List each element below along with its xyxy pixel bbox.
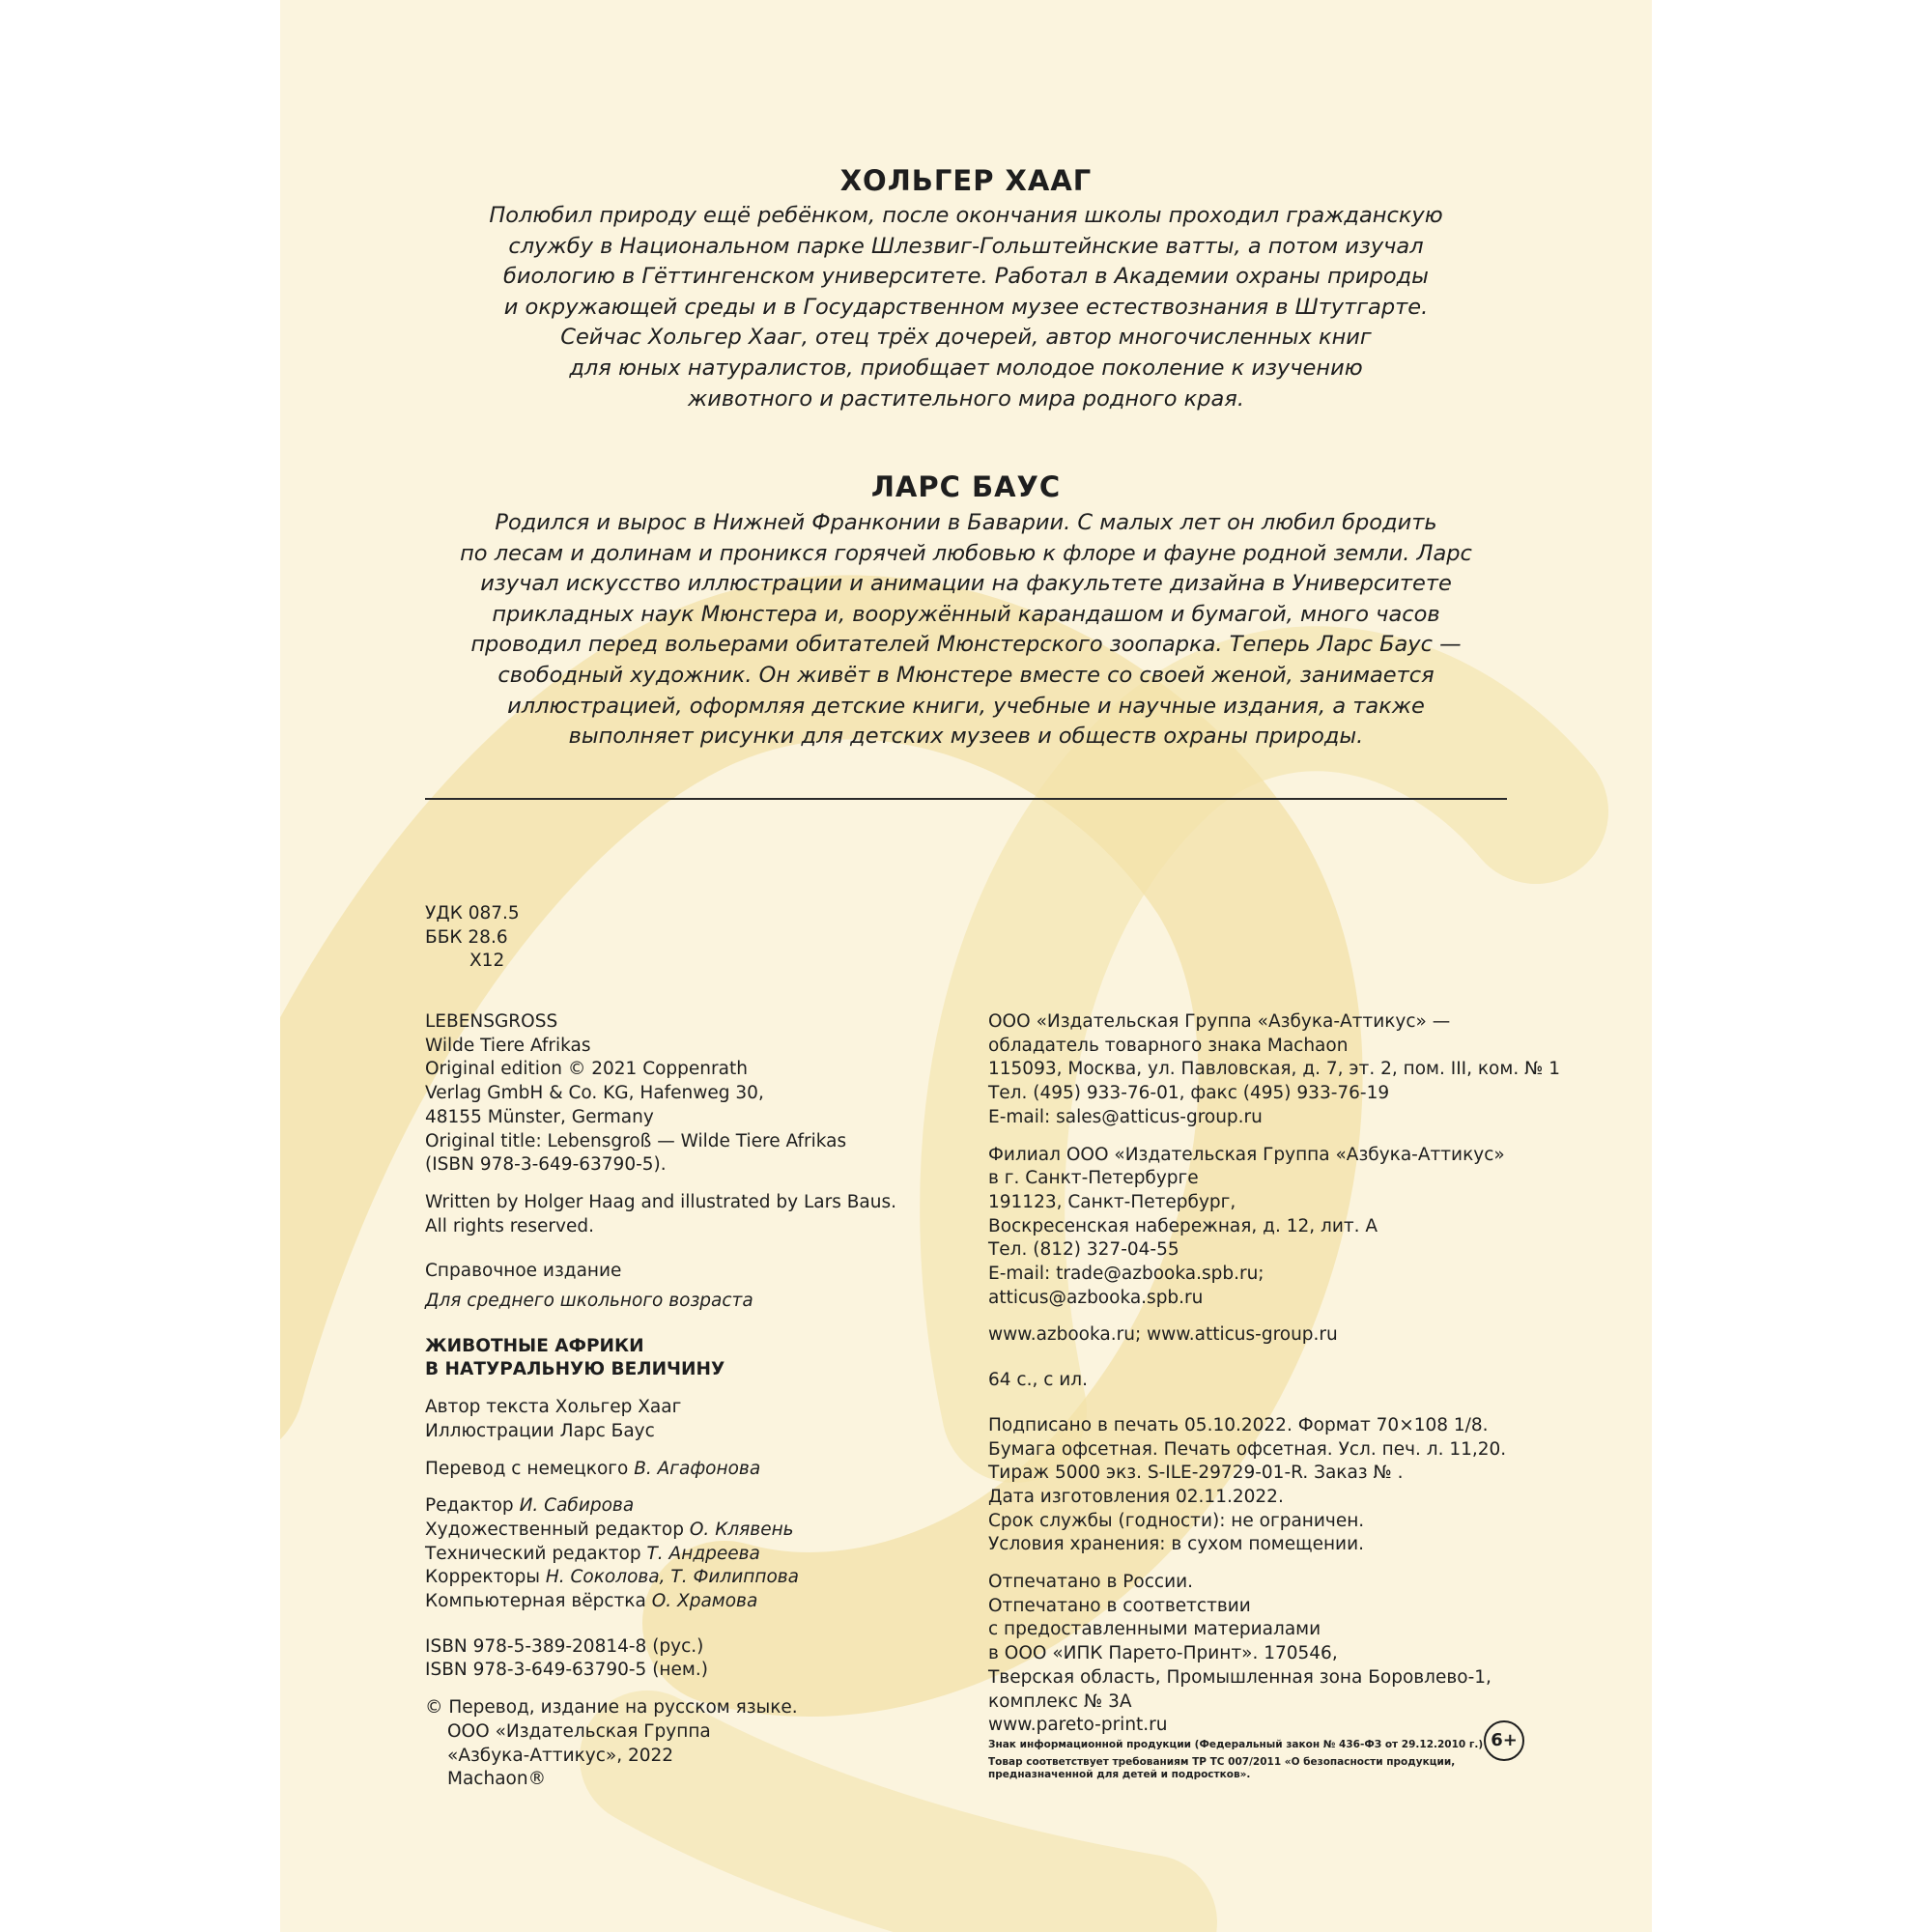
text-line: Бумага офсетная. Печать офсетная. Усл. печ. л. 11,20.	[988, 1438, 1507, 1460]
text-line: (ISBN 978-3-649-63790-5).	[425, 1154, 667, 1176]
bbk-code: ББК 28.6	[425, 926, 508, 948]
title-line: В НАТУРАЛЬНУЮ ВЕЛИЧИНУ	[425, 1359, 725, 1380]
text-line: в г. Санкт-Петербурге	[988, 1168, 1199, 1189]
bio-illustrator-text	[280, 508, 1652, 753]
text-line: Written by Holger Haag and illustrated by Lars Baus.	[425, 1191, 897, 1212]
text-line: Тел. (495) 933-76-01, факс (495) 933-76-19	[988, 1083, 1390, 1104]
publisher-block	[988, 1010, 1560, 1130]
text-line: Тверская область, Промышленная зона Боровлево-1,	[988, 1666, 1492, 1688]
branch-block	[988, 1144, 1529, 1311]
printer-block	[988, 1571, 1529, 1738]
text-line: в ООО «ИПК Парето-Принт». 170546,	[988, 1643, 1338, 1664]
bio-line: иллюстрацией, оформляя детские книги, учебные и научные издания, а также	[507, 693, 1425, 719]
text-line: LEBENSGROSS	[425, 1011, 558, 1032]
fine-line: предназначенной для детей и подростков».	[988, 1769, 1251, 1780]
translator-name: В. Агафонова	[634, 1458, 761, 1479]
bio-line: выполняет рисунки для детских музеев и обществ охраны природы.	[568, 724, 1364, 750]
original-edition-block	[425, 1010, 966, 1178]
bio-line: Сейчас Хольгер Хааг, отец трёх дочерей, автор многочисленных книг	[560, 325, 1372, 351]
bio-line: и окружающей среды и в Государственном музее естествознания в Штутгарте.	[503, 294, 1429, 320]
bio-line: Родился и вырос в Нижней Франконии в Баварии. С малых лет он любил бродить	[495, 510, 1437, 535]
staff-name: Н. Соколова, Т. Филиппова	[545, 1567, 799, 1588]
bio-illustrator-name: ЛАРС БАУС	[870, 470, 1062, 503]
staff-role: Компьютерная вёрстка	[425, 1591, 646, 1612]
copyright-line: ООО «Издательская Группа	[447, 1720, 711, 1742]
text-line: комплекс № 3А	[988, 1690, 1132, 1712]
bio-author-text	[280, 201, 1652, 414]
text-line: www.pareto-print.ru	[988, 1715, 1168, 1736]
illustrator-credit: Иллюстрации Ларс Баус	[425, 1420, 655, 1441]
text-line: обладатель товарного знака Machaon	[988, 1035, 1349, 1056]
bio-line: животного и растительного мира родного края.	[688, 385, 1244, 412]
text-line: Воскресенская набережная, д. 12, лит. А	[988, 1215, 1378, 1236]
fine-line: Товар соответствует требованиям ТР ТС 007/2011 «О безопасности продукции,	[988, 1755, 1456, 1768]
text-line: Дата изготовления 02.11.2022.	[988, 1486, 1284, 1507]
bio-author-name: ХОЛЬГЕР ХААГ	[839, 164, 1093, 197]
bio-line: свободный художник. Он живёт в Мюнстере вместе со своей женой, занимается	[497, 662, 1435, 688]
isbn-block	[425, 1635, 966, 1683]
isbn-line: ISBN 978-5-389-20814-8 (рус.)	[425, 1635, 704, 1657]
fine-print	[988, 1739, 1483, 1782]
bio-line: биологию в Гёттингенском университете. Работал в Академии охраны природы	[503, 264, 1429, 290]
staff-role: Технический редактор	[425, 1543, 641, 1564]
edition-type: Справочное издание	[425, 1261, 622, 1282]
staff-line	[425, 1590, 966, 1614]
text-line: Тираж 5000 экз. S-ILE-29729-01-R. Заказ № .	[988, 1463, 1404, 1484]
page-count: 64 с., с ил.	[988, 1370, 1089, 1391]
copyright-line: Machaon®	[447, 1769, 547, 1790]
text-line: Verlag GmbH & Co. KG, Hafenweg 30,	[425, 1083, 764, 1104]
text-line: Срок службы (годности): не ограничен.	[988, 1510, 1365, 1531]
udk-code: УДК 087.5	[425, 903, 520, 923]
translation-credit	[425, 1458, 966, 1482]
imprint-left-column	[425, 1010, 966, 1792]
bio-line: изучал искусство иллюстрации и анимации на факультете дизайна в Университете	[480, 571, 1452, 597]
translation-label: Перевод с немецкого	[425, 1458, 629, 1479]
text-line: 48155 Münster, Germany	[425, 1106, 654, 1127]
text-line: Филиал ООО «Издательская Группа «Азбука-Аттикус»	[988, 1144, 1505, 1165]
text-line: Тел. (812) 327-04-55	[988, 1239, 1179, 1261]
credits-block	[425, 1396, 966, 1443]
text-line: Условия хранения: в сухом помещении.	[988, 1534, 1364, 1555]
text-line: 191123, Санкт-Петербург,	[988, 1191, 1236, 1212]
book-page	[280, 0, 1652, 1932]
text-line: 115093, Москва, ул. Павловская, д. 7, эт. 2, пом. III, ком. № 1	[988, 1059, 1560, 1080]
divider-line	[425, 798, 1507, 800]
text-line: Original title: Lebensgroß — Wilde Tiere Afrikas	[425, 1130, 847, 1151]
author-credit: Автор текста Хольгер Хааг	[425, 1397, 682, 1418]
title-line: ЖИВОТНЫЕ АФРИКИ	[425, 1335, 644, 1356]
text-line: Original edition © 2021 Coppenrath	[425, 1059, 748, 1080]
text-line: Wilde Tiere Afrikas	[425, 1035, 591, 1056]
text-line: ООО «Издательская Группа «Азбука-Аттикус» —	[988, 1011, 1451, 1032]
staff-name: И. Сабирова	[519, 1495, 635, 1517]
staff-line	[425, 1494, 966, 1519]
staff-name: О. Храмова	[651, 1591, 758, 1612]
staff-role: Художественный редактор	[425, 1519, 684, 1540]
staff-line	[425, 1519, 966, 1543]
text-line: E-mail: sales@atticus-group.ru	[988, 1106, 1263, 1127]
text-line: All rights reserved.	[425, 1215, 594, 1236]
bio-line: службу в Национальном парке Шлезвиг-Гольштейнские ватты, а потом изучал	[508, 233, 1424, 259]
bio-line: прикладных наук Мюнстера и, вооружённый карандашом и бумагой, много часов	[492, 601, 1440, 627]
bio-line: для юных натуралистов, приобщает молодое поколение к изучению	[569, 355, 1363, 381]
fine-line: Знак информационной продукции (Федеральный закон № 436-ФЗ от 29.12.2010 г.)	[988, 1739, 1484, 1750]
staff-role: Корректоры	[425, 1567, 540, 1588]
staff-line	[425, 1543, 966, 1567]
text-line: Отпечатано в России.	[988, 1572, 1194, 1593]
text-line: atticus@azbooka.spb.ru	[988, 1287, 1204, 1308]
staff-name: О. Клявень	[689, 1519, 794, 1540]
bio-line: проводил перед вольерами обитателей Мюнстерского зоопарка. Теперь Ларс Баус —	[470, 632, 1462, 658]
staff-block	[425, 1494, 966, 1614]
author-code: Х12	[469, 951, 505, 972]
age-group: Для среднего школьного возраста	[425, 1291, 753, 1312]
copyright-block	[425, 1696, 966, 1792]
classification-codes	[425, 902, 520, 974]
age-rating-badge: 6+	[1484, 1720, 1524, 1761]
imprint-right-column	[988, 1010, 1560, 1738]
copyright-line: «Азбука-Аттикус», 2022	[447, 1745, 674, 1766]
staff-name: Т. Андреева	[646, 1543, 760, 1564]
staff-role: Редактор	[425, 1495, 514, 1517]
text-line: с предоставленными материалами	[988, 1619, 1321, 1640]
isbn-line: ISBN 978-3-649-63790-5 (нем.)	[425, 1660, 708, 1681]
bio-line: Полюбил природу ещё ребёнком, после окончания школы проходил гражданскую	[489, 203, 1443, 228]
print-info-block	[988, 1414, 1529, 1557]
text-line: E-mail: trade@azbooka.spb.ru;	[988, 1264, 1264, 1285]
bio-line: по лесам и долинам и проникся горячей любовью к флоре и фауне родной земли. Ларс	[460, 540, 1472, 566]
text-line: Отпечатано в соответствии	[988, 1595, 1251, 1616]
staff-line	[425, 1566, 966, 1590]
book-title	[425, 1335, 966, 1382]
websites: www.azbooka.ru; www.atticus-group.ru	[988, 1324, 1338, 1346]
text-line: Подписано в печать 05.10.2022. Формат 70×108 1/8.	[988, 1414, 1489, 1435]
copyright-line: © Перевод, издание на русском языке.	[425, 1697, 798, 1719]
rights-block	[425, 1191, 966, 1238]
